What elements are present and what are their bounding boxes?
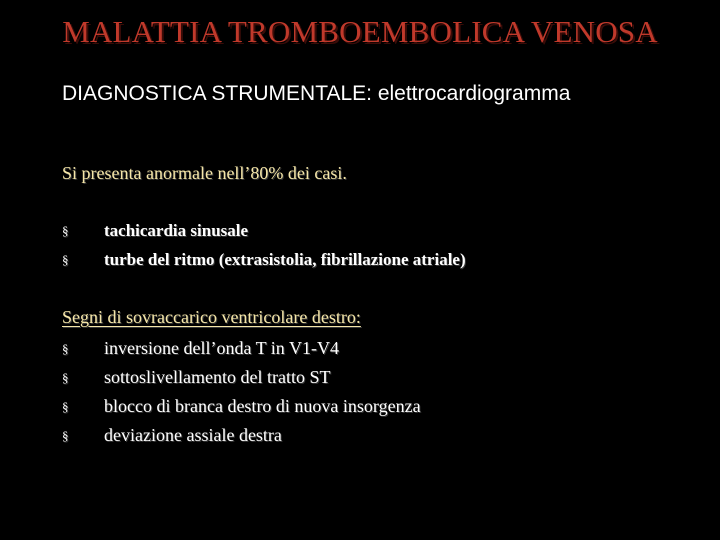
section-heading: Segni di sovraccarico ventricolare destro: [62,307,361,327]
list-item-label: deviazione assiale destra [104,425,282,445]
list-item-label: blocco di branca destro di nuova insorgenza [104,396,421,416]
intro-text: Si presenta anormale nell’80% dei casi. [62,163,347,183]
list-item-label: turbe del ritmo (extrasistolia, fibrillazione atriale) [104,250,466,269]
bullet-icon: § [62,252,69,267]
slide-title: MALATTIA TROMBOEMBOLICA VENOSA [62,14,658,49]
bullet-icon: § [62,370,69,385]
list-item-label: sottoslivellamento del tratto ST [104,367,331,387]
slide-subtitle: DIAGNOSTICA STRUMENTALE: elettrocardiogramma [62,82,571,105]
bullet-icon: § [62,428,69,443]
list-item-label: tachicardia sinusale [104,221,249,240]
bullet-icon: § [62,399,69,414]
list-item-label: inversione dell’onda T in V1-V4 [104,338,339,358]
bullet-icon: § [62,341,69,356]
bullet-icon: § [62,223,69,238]
